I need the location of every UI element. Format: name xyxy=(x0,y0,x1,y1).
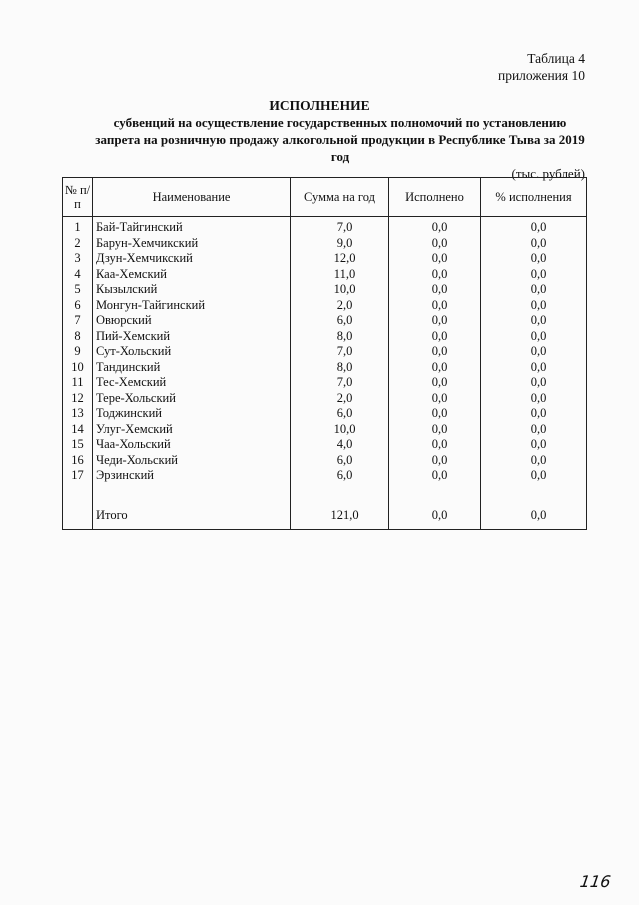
row-pct-cell: 0,0 xyxy=(481,217,587,236)
row-name-cell: Бай-Тайгинский xyxy=(93,217,291,236)
row-pct-cell: 0,0 xyxy=(481,406,587,422)
row-name-cell: Монгун-Тайгинский xyxy=(93,298,291,314)
row-sum-cell: 6,0 xyxy=(291,468,389,484)
spacer-cell xyxy=(291,484,389,508)
row-sum-cell: 6,0 xyxy=(291,406,389,422)
total-sum-cell: 121,0 xyxy=(291,508,389,530)
table-row xyxy=(63,375,587,391)
col-header-sum: Сумма на год xyxy=(291,178,389,217)
row-done-cell: 0,0 xyxy=(389,217,481,236)
spacer-cell xyxy=(93,484,291,508)
row-sum-cell: 11,0 xyxy=(291,267,389,283)
row-number-cell: 17 xyxy=(63,468,93,484)
row-name-cell: Эрзинский xyxy=(93,468,291,484)
row-pct-cell: 0,0 xyxy=(481,329,587,345)
row-name-cell: Каа-Хемский xyxy=(93,267,291,283)
row-number-cell: 5 xyxy=(63,282,93,298)
table-row xyxy=(63,282,587,298)
row-name-cell: Чеди-Хольский xyxy=(93,453,291,469)
table-row xyxy=(63,468,587,484)
document-title: ИСПОЛНЕНИЕ xyxy=(269,98,370,113)
page-number: 116 xyxy=(579,872,613,891)
total-pct-cell: 0,0 xyxy=(481,508,587,530)
row-done-cell: 0,0 xyxy=(389,267,481,283)
table-row xyxy=(63,437,587,453)
row-done-cell: 0,0 xyxy=(389,468,481,484)
spacer-cell xyxy=(63,484,93,508)
row-pct-cell: 0,0 xyxy=(481,236,587,252)
row-pct-cell: 0,0 xyxy=(481,344,587,360)
table-row xyxy=(63,313,587,329)
row-sum-cell: 8,0 xyxy=(291,360,389,376)
row-done-cell: 0,0 xyxy=(389,251,481,267)
row-number-cell: 1 xyxy=(63,217,93,236)
row-done-cell: 0,0 xyxy=(389,344,481,360)
row-number-cell: 15 xyxy=(63,437,93,453)
row-name-cell: Дзун-Хемчикский xyxy=(93,251,291,267)
table-number-label: Таблица 4 xyxy=(527,51,585,66)
row-number-cell: 14 xyxy=(63,422,93,438)
row-name-cell: Барун-Хемчикский xyxy=(93,236,291,252)
row-sum-cell: 10,0 xyxy=(291,282,389,298)
spacer-row xyxy=(63,484,587,508)
row-number-cell: 3 xyxy=(63,251,93,267)
appendix-number-label: приложения 10 xyxy=(497,68,585,83)
row-done-cell: 0,0 xyxy=(389,360,481,376)
row-name-cell: Тере-Хольский xyxy=(93,391,291,407)
units-label: (тыс. рублей) xyxy=(511,166,585,181)
total-done-cell: 0,0 xyxy=(389,508,481,530)
execution-table xyxy=(62,177,587,530)
row-number-cell: 11 xyxy=(63,375,93,391)
row-pct-cell: 0,0 xyxy=(481,375,587,391)
row-sum-cell: 4,0 xyxy=(291,437,389,453)
row-pct-cell: 0,0 xyxy=(481,313,587,329)
row-sum-cell: 2,0 xyxy=(291,391,389,407)
table-row xyxy=(63,217,587,236)
col-header-pct: % исполнения xyxy=(481,178,587,217)
row-pct-cell: 0,0 xyxy=(481,437,587,453)
row-done-cell: 0,0 xyxy=(389,313,481,329)
row-sum-cell: 8,0 xyxy=(291,329,389,345)
table-row xyxy=(63,298,587,314)
table-header-row xyxy=(63,178,587,217)
table-row xyxy=(63,329,587,345)
table-row xyxy=(63,236,587,252)
row-number-cell: 8 xyxy=(63,329,93,345)
row-number-cell: 9 xyxy=(63,344,93,360)
row-sum-cell: 10,0 xyxy=(291,422,389,438)
row-name-cell: Тес-Хемский xyxy=(93,375,291,391)
row-sum-cell: 6,0 xyxy=(291,453,389,469)
row-sum-cell: 9,0 xyxy=(291,236,389,252)
row-done-cell: 0,0 xyxy=(389,453,481,469)
row-done-cell: 0,0 xyxy=(389,406,481,422)
row-pct-cell: 0,0 xyxy=(481,360,587,376)
row-done-cell: 0,0 xyxy=(389,437,481,453)
row-number-cell: 12 xyxy=(63,391,93,407)
table-row xyxy=(63,391,587,407)
row-number-cell: 7 xyxy=(63,313,93,329)
row-name-cell: Кызылский xyxy=(93,282,291,298)
total-label-cell: Итого xyxy=(93,508,291,530)
row-done-cell: 0,0 xyxy=(389,329,481,345)
row-pct-cell: 0,0 xyxy=(481,391,587,407)
col-header-done: Исполнено xyxy=(389,178,481,217)
spacer-cell xyxy=(389,484,481,508)
row-number-cell: 13 xyxy=(63,406,93,422)
row-pct-cell: 0,0 xyxy=(481,251,587,267)
row-sum-cell: 2,0 xyxy=(291,298,389,314)
row-done-cell: 0,0 xyxy=(389,298,481,314)
row-done-cell: 0,0 xyxy=(389,422,481,438)
table-row xyxy=(63,453,587,469)
row-number-cell: 10 xyxy=(63,360,93,376)
row-name-cell: Улуг-Хемский xyxy=(93,422,291,438)
row-pct-cell: 0,0 xyxy=(481,298,587,314)
row-pct-cell: 0,0 xyxy=(481,267,587,283)
row-sum-cell: 7,0 xyxy=(291,344,389,360)
row-sum-cell: 6,0 xyxy=(291,313,389,329)
total-number-cell xyxy=(63,508,93,530)
table-row xyxy=(63,251,587,267)
col-header-name: Наименование xyxy=(93,178,291,217)
row-done-cell: 0,0 xyxy=(389,375,481,391)
row-name-cell: Чаа-Хольский xyxy=(93,437,291,453)
row-done-cell: 0,0 xyxy=(389,282,481,298)
row-sum-cell: 7,0 xyxy=(291,217,389,236)
table-row xyxy=(63,267,587,283)
table-row xyxy=(63,344,587,360)
total-row xyxy=(63,508,587,530)
row-done-cell: 0,0 xyxy=(389,391,481,407)
table-body xyxy=(63,217,587,530)
row-number-cell: 2 xyxy=(63,236,93,252)
table-row xyxy=(63,360,587,376)
row-pct-cell: 0,0 xyxy=(481,282,587,298)
row-name-cell: Сут-Хольский xyxy=(93,344,291,360)
row-pct-cell: 0,0 xyxy=(481,468,587,484)
row-pct-cell: 0,0 xyxy=(481,422,587,438)
row-sum-cell: 7,0 xyxy=(291,375,389,391)
table-row xyxy=(63,422,587,438)
col-header-num: № п/п xyxy=(63,178,93,217)
row-number-cell: 16 xyxy=(63,453,93,469)
row-pct-cell: 0,0 xyxy=(481,453,587,469)
row-done-cell: 0,0 xyxy=(389,236,481,252)
row-name-cell: Пий-Хемский xyxy=(93,329,291,345)
row-number-cell: 4 xyxy=(63,267,93,283)
document-subtitle: субвенций на осуществление государственных полномочий по установлению запрета на розничную продажу алкогольной продукции в Республике Тыва за 2019 год xyxy=(95,115,585,164)
row-sum-cell: 12,0 xyxy=(291,251,389,267)
row-name-cell: Тоджинский xyxy=(93,406,291,422)
row-name-cell: Овюрский xyxy=(93,313,291,329)
spacer-cell xyxy=(481,484,587,508)
row-name-cell: Тандинский xyxy=(93,360,291,376)
table-row xyxy=(63,406,587,422)
row-number-cell: 6 xyxy=(63,298,93,314)
